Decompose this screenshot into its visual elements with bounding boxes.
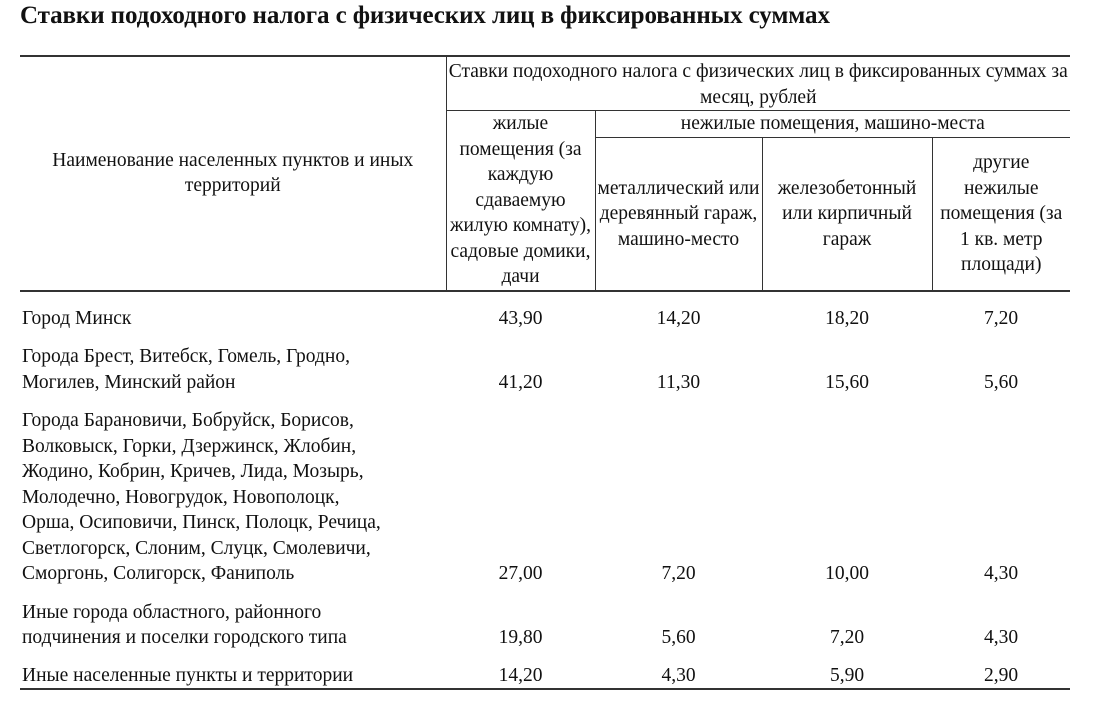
rate-metal-garage: 7,20 (661, 563, 696, 584)
settlement-name (20, 395, 446, 587)
table-body (20, 291, 1070, 690)
header-settlement-name: Наименование населенных пунктов и иных территорий (20, 56, 446, 291)
settlement-name-line: Города Барановичи, Бобруйск, Борисов, (22, 410, 354, 431)
settlement-name-line: Жодино, Кобрин, Кричев, Лида, Мозырь, (22, 461, 364, 482)
page-title: Ставки подоходного налога с физических лиц в фиксированных суммах (20, 2, 830, 29)
header-residential: жилые помещения (за каждую сдаваемую жилую комнату), садовые домики, дачи (446, 111, 595, 291)
rate-other-premises: 2,90 (932, 651, 1070, 690)
header-other-premises: другие нежилые помещения (за 1 кв. метр площади) (932, 138, 1070, 291)
rate-other-premises: 4,30 (983, 627, 1019, 648)
table-row (20, 395, 1070, 587)
settlement-name-line: Орша, Осиповичи, Пинск, Полоцк, Речица, (22, 512, 381, 533)
settlement-name-line: Молодечно, Новогрудок, Новополоцк, (22, 486, 340, 508)
rate-other-premises: 5,60 (983, 371, 1019, 393)
table-row (20, 651, 1070, 690)
rate-concrete-garage: 7,20 (829, 627, 865, 648)
rate-concrete-garage: 5,90 (762, 651, 932, 690)
table-row (20, 291, 1070, 332)
rate-residential: 19,80 (498, 627, 543, 648)
settlement-name-line: Город Минск (22, 307, 132, 329)
rate-concrete-garage: 15,60 (825, 371, 869, 393)
settlement-name (20, 331, 446, 395)
settlement-name-line: подчинения и поселки городского типа (22, 627, 347, 648)
settlement-name-line: Светлогорск, Слоним, Слуцк, Смолевичи, (22, 537, 371, 559)
settlement-name (20, 651, 446, 690)
tax-rates-table (20, 55, 1070, 690)
header-rates-group: Ставки подоходного налога с физических лиц в фиксированных суммах за месяц, рублей (446, 56, 1070, 111)
settlement-name (20, 587, 446, 651)
rate-concrete-garage: 18,20 (825, 307, 869, 329)
table-row (20, 587, 1070, 651)
header-metal-garage: металлический или деревянный гараж, машино-место (595, 138, 762, 291)
settlement-name-line: Могилев, Минский район (22, 371, 236, 393)
rate-residential: 14,20 (446, 651, 595, 690)
settlement-name (20, 291, 446, 332)
rate-metal-garage: 4,30 (595, 651, 762, 690)
settlement-name-line: Сморгонь, Солигорск, Фаниполь (22, 563, 295, 584)
settlement-name-line: Города Брест, Витебск, Гомель, Гродно, (22, 346, 350, 367)
rate-other-premises: 7,20 (983, 307, 1019, 329)
rate-residential: 41,20 (498, 371, 543, 393)
rate-residential: 43,90 (498, 307, 543, 329)
rate-concrete-garage: 10,00 (825, 563, 869, 584)
header-concrete-garage: железобетонный или кирпичный гараж (762, 138, 932, 291)
header-nonresidential-group: нежилые помещения, машино-места (595, 111, 1070, 138)
settlement-name-line: Иные населенные пункты и территории (22, 664, 354, 686)
table-row (20, 331, 1070, 395)
rate-metal-garage: 5,60 (661, 627, 696, 648)
rate-other-premises: 4,30 (983, 563, 1019, 584)
rate-metal-garage: 11,30 (656, 371, 701, 393)
rate-metal-garage: 14,20 (656, 307, 701, 329)
rate-residential: 27,00 (498, 563, 543, 584)
table-header (20, 56, 1070, 291)
settlement-name-line: Волковыск, Горки, Дзержинск, Жлобин, (22, 435, 357, 457)
settlement-name-line: Иные города областного, районного (22, 601, 322, 623)
